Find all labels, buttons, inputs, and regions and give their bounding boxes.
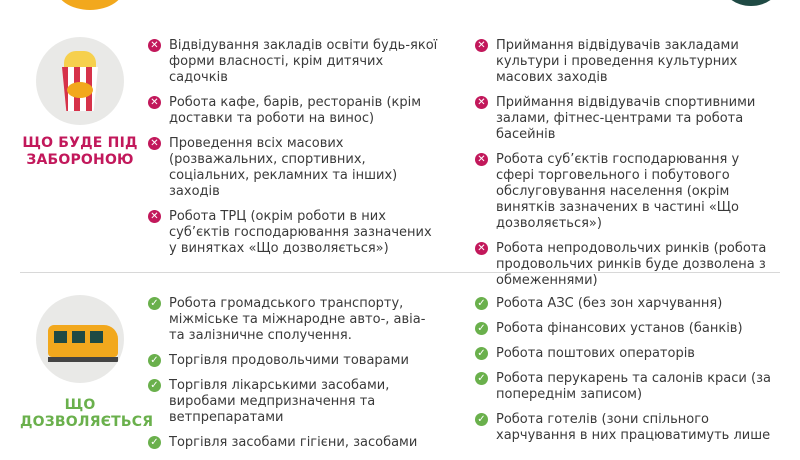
list-item-text: Проведення всіх масових (розважальних, спортивних, соціальних, рекламних та інших) заходів bbox=[169, 136, 398, 199]
allowed-right-list bbox=[475, 296, 780, 453]
check-icon: ✓ bbox=[148, 436, 161, 449]
train-window bbox=[90, 331, 103, 343]
top-decor-circle-dark bbox=[722, 0, 780, 6]
list-item-text: Робота кафе, барів, ресторанів (крім доставки та роботи на винос) bbox=[169, 95, 422, 126]
banned-label bbox=[20, 135, 140, 169]
cross-icon: ✕ bbox=[148, 96, 161, 109]
cross-icon: ✕ bbox=[475, 96, 488, 109]
list-item bbox=[475, 152, 780, 232]
banned-right-list bbox=[475, 38, 780, 298]
list-item-text: Робота поштових операторів bbox=[496, 346, 695, 361]
list-item bbox=[475, 241, 780, 289]
train-base bbox=[48, 357, 118, 362]
list-item bbox=[475, 296, 780, 312]
train-window bbox=[72, 331, 85, 343]
list-item-text: Відвідування закладів освіти будь-якої форми власності, крім дитячих садочків bbox=[169, 38, 438, 85]
check-icon: ✓ bbox=[148, 354, 161, 367]
allowed-label-line1: ЩО bbox=[64, 397, 96, 413]
list-item-text: Робота ТРЦ (окрім роботи в них суб’єктів господарювання зазначених у винятках «Що дозволяється») bbox=[169, 209, 432, 256]
cross-icon: ✕ bbox=[475, 242, 488, 255]
banned-icon-column bbox=[20, 37, 140, 169]
banned-label-line2: ЗАБОРОНОЮ bbox=[26, 152, 134, 168]
train-icon bbox=[36, 295, 124, 383]
list-item bbox=[148, 353, 438, 369]
allowed-icon-column bbox=[20, 295, 154, 431]
section-divider bbox=[20, 272, 780, 273]
cross-icon: ✕ bbox=[148, 39, 161, 52]
allowed-label-line2: ДОЗВОЛЯЄТЬСЯ bbox=[20, 414, 154, 430]
list-item bbox=[148, 38, 438, 86]
list-item-text: Робота непродовольчих ринків (робота продовольчих ринків буде дозволена з обмеженнями) bbox=[496, 241, 767, 288]
list-item-text: Робота АЗС (без зон харчування) bbox=[496, 296, 723, 311]
allowed-left-list bbox=[148, 296, 438, 460]
list-item-text: Робота готелів (зони спільного харчування в них працюватимуть лише bbox=[496, 412, 771, 443]
list-item bbox=[475, 412, 780, 444]
list-item bbox=[148, 378, 438, 426]
list-item-text: Торгівля лікарськими засобами, виробами медпризначення та ветпрепаратами bbox=[169, 378, 390, 425]
list-item bbox=[475, 38, 780, 86]
check-icon: ✓ bbox=[475, 413, 488, 426]
cross-icon: ✕ bbox=[148, 210, 161, 223]
top-decor-circle-orange bbox=[55, 0, 125, 10]
allowed-label bbox=[20, 397, 154, 431]
list-item-text: Робота громадського транспорту, міжміське та міжнародне авто-, авіа- та залізничне сполучення. bbox=[169, 296, 426, 343]
banned-label-line1: ЩО БУДЕ ПІД bbox=[22, 135, 138, 151]
list-item bbox=[475, 321, 780, 337]
cross-icon: ✕ bbox=[148, 137, 161, 150]
cross-icon: ✕ bbox=[475, 153, 488, 166]
list-item-text: Приймання відвідувачів спортивними залами, фітнес-центрами та робота басейнів bbox=[496, 95, 756, 142]
list-item bbox=[148, 296, 438, 344]
list-item-text: Приймання відвідувачів закладами культури і проведення культурних масових заходів bbox=[496, 38, 739, 85]
list-item-text: Робота перукарень та салонів краси (за попереднім записом) bbox=[496, 371, 771, 402]
train-window bbox=[54, 331, 67, 343]
list-item bbox=[148, 95, 438, 127]
popcorn-icon bbox=[36, 37, 124, 125]
list-item bbox=[148, 209, 438, 257]
check-icon: ✓ bbox=[475, 297, 488, 310]
banned-left-list bbox=[148, 38, 438, 266]
list-item-text: Торгівля засобами гігієни, засобами bbox=[169, 435, 418, 450]
list-item-text: Робота суб’єктів господарювання у сфері торговельного і побутового обслуговування населення (окрім винятків зазначених в частині «Що дозволяється») bbox=[496, 152, 740, 231]
list-item bbox=[148, 435, 438, 451]
popcorn-label bbox=[67, 82, 93, 98]
check-icon: ✓ bbox=[148, 379, 161, 392]
check-icon: ✓ bbox=[475, 322, 488, 335]
list-item bbox=[475, 346, 780, 362]
list-item bbox=[475, 371, 780, 403]
cross-icon: ✕ bbox=[475, 39, 488, 52]
check-icon: ✓ bbox=[475, 372, 488, 385]
list-item-text: Робота фінансових установ (банків) bbox=[496, 321, 743, 336]
check-icon: ✓ bbox=[475, 347, 488, 360]
list-item-text: Торгівля продовольчими товарами bbox=[169, 353, 409, 368]
list-item bbox=[148, 136, 438, 200]
list-item bbox=[475, 95, 780, 143]
check-icon: ✓ bbox=[148, 297, 161, 310]
